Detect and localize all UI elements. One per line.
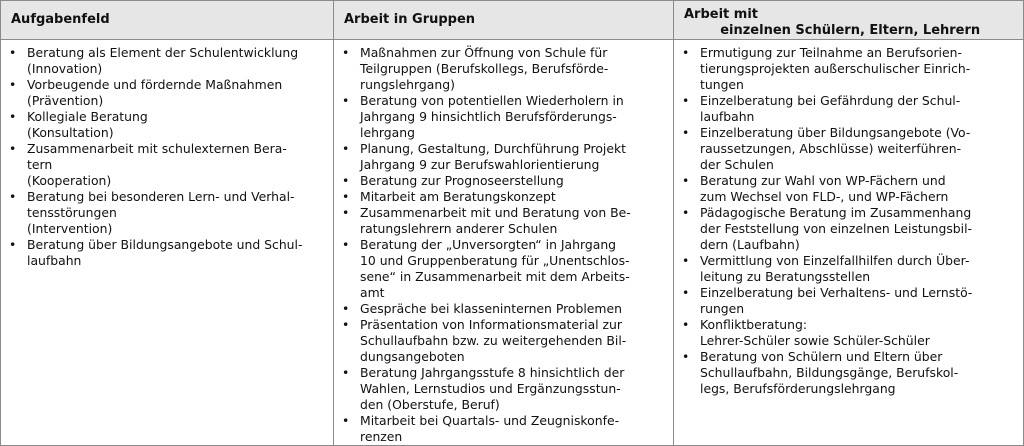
list-item-line: Zusammenarbeit mit schulexternen Bera- xyxy=(27,141,287,156)
content-row xyxy=(1,40,1024,446)
column-aufgabenfeld xyxy=(1,40,334,446)
bullet-icon: • xyxy=(342,173,350,188)
list-item-text xyxy=(27,109,329,141)
list-item-line: sene“ in Zusammenarbeit mit dem Arbeits- xyxy=(360,269,630,284)
list-item-text xyxy=(700,125,1019,173)
list-item-line: (Kooperation) xyxy=(27,173,112,188)
list-item xyxy=(340,365,669,413)
bullet-icon: • xyxy=(682,173,690,188)
list-item-line: raussetzungen, Abschlüsse) weiterführen- xyxy=(700,141,962,156)
header-line: Arbeit mit xyxy=(684,7,759,22)
list-item-text xyxy=(27,141,329,189)
bullet-icon: • xyxy=(682,253,690,268)
list-item-line: Beratung von Schülern und Eltern über xyxy=(700,349,943,364)
list-item-text xyxy=(700,253,1019,285)
column-arbeit-mit-einzelnen xyxy=(674,40,1024,446)
bullet-icon: • xyxy=(342,237,350,252)
bullet-icon: • xyxy=(342,93,350,108)
list-item-line: Beratung zur Wahl von WP-Fächern und xyxy=(700,173,946,188)
list-item xyxy=(7,141,329,189)
list-item xyxy=(7,45,329,77)
list-item-line: Konfliktberatung: xyxy=(700,317,808,332)
bullet-icon: • xyxy=(9,189,17,204)
list-item-line: Kollegiale Beratung xyxy=(27,109,148,124)
bullet-icon: • xyxy=(342,413,350,428)
list-item xyxy=(680,253,1019,285)
list-item-text xyxy=(27,45,329,77)
list-item-line: legs, Berufsförderungslehrgang xyxy=(700,381,896,396)
list-item-line: Präsentation von Informationsmaterial zur xyxy=(360,317,622,332)
list-item-text xyxy=(27,237,329,269)
list-item-text xyxy=(360,141,669,173)
list-item-line: Beratung bei besonderen Lern- und Verhal- xyxy=(27,189,295,204)
bullet-icon: • xyxy=(682,125,690,140)
list-item-line: Pädagogische Beratung im Zusammenhang xyxy=(700,205,972,220)
bullet-list xyxy=(1,40,333,269)
list-item-text xyxy=(360,189,669,205)
list-item-line: Maßnahmen zur Öffnung von Schule für xyxy=(360,45,608,60)
list-item-line: ratungslehrern anderer Schulen xyxy=(360,221,558,236)
list-item xyxy=(680,285,1019,317)
list-item-line: lehrgang xyxy=(360,125,415,140)
list-item xyxy=(340,45,669,93)
column-arbeit-in-gruppen xyxy=(334,40,674,446)
list-item-line: tungen xyxy=(700,77,744,92)
list-item-text xyxy=(27,189,329,237)
list-item-text xyxy=(360,237,669,301)
bullet-icon: • xyxy=(682,349,690,364)
list-item-text xyxy=(700,173,1019,205)
bullet-icon: • xyxy=(9,77,17,92)
list-item-line: Jahrgang 9 hinsichtlich Berufsförderungs- xyxy=(360,109,617,124)
bullet-icon: • xyxy=(682,93,690,108)
list-item-line: der Schulen xyxy=(700,157,774,172)
bullet-icon: • xyxy=(342,365,350,380)
bullet-icon: • xyxy=(682,205,690,220)
bullet-icon: • xyxy=(342,45,350,60)
list-item-line: (Innovation) xyxy=(27,61,103,76)
list-item-line: Beratung zur Prognoseerstellung xyxy=(360,173,564,188)
list-item xyxy=(680,93,1019,125)
list-item-line: Beratung der „Unversorgten“ in Jahrgang xyxy=(360,237,617,252)
list-item-text xyxy=(360,365,669,413)
list-item-line: Einzelberatung bei Gefährdung der Schul- xyxy=(700,93,961,108)
list-item-text xyxy=(360,45,669,93)
header-aufgabenfeld xyxy=(1,1,334,40)
list-item-text xyxy=(700,349,1019,397)
list-item-text xyxy=(360,205,669,237)
header-line: Aufgabenfeld xyxy=(11,12,110,27)
list-item-line: Beratung über Bildungsangebote und Schul- xyxy=(27,237,303,252)
list-item-line: (Prävention) xyxy=(27,93,104,108)
list-item-line: rungslehrgang) xyxy=(360,77,455,92)
list-item-text xyxy=(700,285,1019,317)
bullet-icon: • xyxy=(9,45,17,60)
list-item-line: Schullaufbahn bzw. zu weitergehenden Bil- xyxy=(360,333,627,348)
list-item-text xyxy=(360,93,669,141)
list-item-text xyxy=(700,317,1019,349)
bullet-list xyxy=(334,40,673,445)
header-arbeit-mit-einzelnen xyxy=(674,1,1024,40)
list-item xyxy=(7,77,329,109)
list-item-line: Gespräche bei klasseninternen Problemen xyxy=(360,301,622,316)
list-item-line: Mitarbeit am Beratungskonzept xyxy=(360,189,556,204)
list-item xyxy=(340,205,669,237)
list-item xyxy=(340,413,669,445)
list-item-line: laufbahn xyxy=(700,109,755,124)
bullet-icon: • xyxy=(342,141,350,156)
bullet-list xyxy=(674,40,1023,397)
list-item-text xyxy=(360,173,669,189)
header-line: einzelnen Schülern, Eltern, Lehrern xyxy=(684,23,981,38)
list-item-line: Schullaufbahn, Bildungsgänge, Berufskol- xyxy=(700,365,959,380)
list-item xyxy=(680,349,1019,397)
list-item-line: tierungsprojekten außerschulischer Einrich- xyxy=(700,61,971,76)
bullet-icon: • xyxy=(342,205,350,220)
list-item-line: Beratung von potentiellen Wiederholern in xyxy=(360,93,624,108)
list-item-line: der Feststellung von einzelnen Leistungsbil- xyxy=(700,221,973,236)
list-item-line: renzen xyxy=(360,429,403,444)
list-item-line: dern (Laufbahn) xyxy=(700,237,800,252)
list-item-text xyxy=(27,77,329,109)
list-item xyxy=(7,189,329,237)
list-item xyxy=(340,173,669,189)
list-item-line: Teilgruppen (Berufskollegs, Berufsförde- xyxy=(360,61,609,76)
bullet-icon: • xyxy=(682,317,690,332)
list-item xyxy=(7,237,329,269)
list-item xyxy=(680,45,1019,93)
header-row xyxy=(1,1,1024,40)
bullet-icon: • xyxy=(9,237,17,252)
list-item-line: tensstörungen xyxy=(27,205,117,220)
list-item-text xyxy=(700,205,1019,253)
header-arbeit-in-gruppen xyxy=(334,1,674,40)
bullet-icon: • xyxy=(682,285,690,300)
bullet-icon: • xyxy=(342,317,350,332)
list-item-line: Wahlen, Lernstudios und Ergänzungsstun- xyxy=(360,381,621,396)
bullet-icon: • xyxy=(9,109,17,124)
list-item-line: laufbahn xyxy=(27,253,82,268)
list-item xyxy=(340,301,669,317)
list-item-line: Zusammenarbeit mit und Beratung von Be- xyxy=(360,205,631,220)
list-item-line: (Konsultation) xyxy=(27,125,114,140)
list-item xyxy=(680,317,1019,349)
list-item-line: Einzelberatung über Bildungsangebote (Vo- xyxy=(700,125,971,140)
list-item-line: Mitarbeit bei Quartals- und Zeugniskonfe- xyxy=(360,413,620,428)
list-item xyxy=(680,205,1019,253)
list-item-line: Ermutigung zur Teilnahme an Berufsorien- xyxy=(700,45,962,60)
list-item-text xyxy=(700,45,1019,93)
bullet-icon: • xyxy=(342,189,350,204)
list-item-text xyxy=(700,93,1019,125)
bullet-icon: • xyxy=(342,301,350,316)
list-item-line: Beratung Jahrgangsstufe 8 hinsichtlich der xyxy=(360,365,625,380)
bullet-icon: • xyxy=(9,141,17,156)
list-item xyxy=(340,317,669,365)
list-item xyxy=(680,173,1019,205)
list-item-line: 10 und Gruppenberatung für „Unentschlos- xyxy=(360,253,630,268)
list-item-line: amt xyxy=(360,285,385,300)
list-item-line: Einzelberatung bei Verhaltens- und Lernstö- xyxy=(700,285,973,300)
list-item-line: Beratung als Element der Schulentwicklung xyxy=(27,45,299,60)
list-item-line: den (Oberstufe, Beruf) xyxy=(360,397,500,412)
list-item xyxy=(340,93,669,141)
list-item-line: Vorbeugende und fördernde Maßnahmen xyxy=(27,77,283,92)
list-item-line: Vermittlung von Einzelfallhilfen durch Über- xyxy=(700,253,970,268)
header-line: Arbeit in Gruppen xyxy=(344,12,476,27)
list-item xyxy=(340,237,669,301)
list-item-line: tern xyxy=(27,157,53,172)
list-item-line: rungen xyxy=(700,301,745,316)
list-item-line: Planung, Gestaltung, Durchführung Projekt xyxy=(360,141,626,156)
list-item-text xyxy=(360,301,669,317)
list-item-line: zum Wechsel von FLD-, und WP-Fächern xyxy=(700,189,949,204)
list-item-line: dungsangeboten xyxy=(360,349,465,364)
list-item-line: Jahrgang 9 zur Berufswahlorientierung xyxy=(360,157,600,172)
list-item-line: leitung zu Beratungsstellen xyxy=(700,269,871,284)
list-item xyxy=(340,141,669,173)
list-item xyxy=(340,189,669,205)
list-item-line: (Intervention) xyxy=(27,221,113,236)
bullet-icon: • xyxy=(682,45,690,60)
list-item-text xyxy=(360,317,669,365)
list-item-text xyxy=(360,413,669,445)
list-item-line: Lehrer-Schüler sowie Schüler-Schüler xyxy=(700,333,930,348)
list-item xyxy=(7,109,329,141)
list-item xyxy=(680,125,1019,173)
